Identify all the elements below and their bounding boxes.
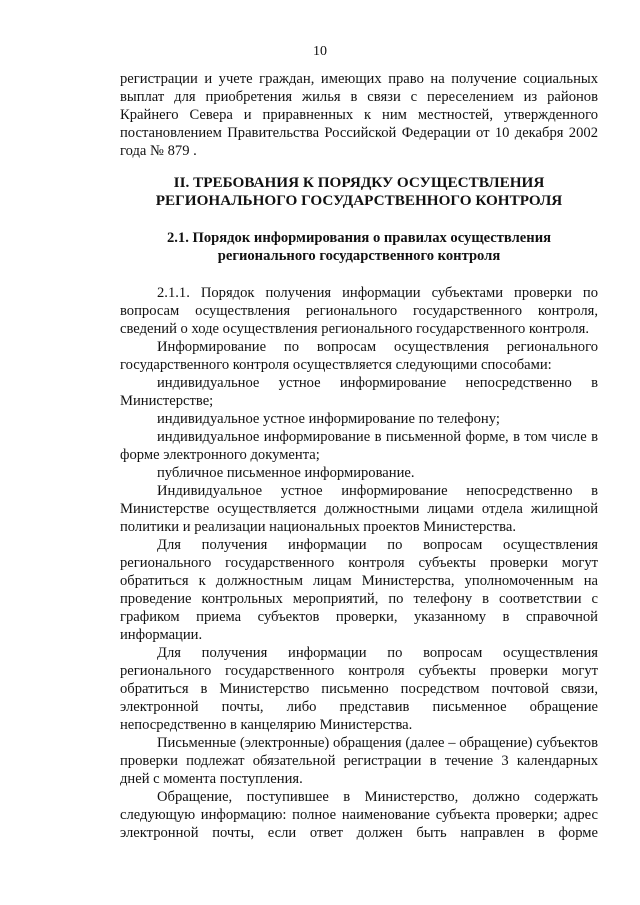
paragraph: Информирование по вопросам осуществления регионального государственного контроля осуществляется следующими способами: xyxy=(120,339,598,373)
section-title-line: II. ТРЕБОВАНИЯ К ПОРЯДКУ ОСУЩЕСТВЛЕНИЯ xyxy=(173,174,545,191)
paragraph: Для получения информации по вопросам осуществления регионального государственного контроля субъекты проверки могут обратиться к должностным лицам Министерства, уполномоченным на проведение контрольных мероприятий, по телефону в соответствии с графиком приема субъектов проверки, указанному в справочной информации. xyxy=(120,537,598,643)
list-item: индивидуальное устное информирование непосредственно в Министерстве; xyxy=(120,375,598,409)
page-number: 10 xyxy=(313,44,327,59)
paragraph: 2.1.1. Порядок получения информации субъектами проверки по вопросам осуществления регионального государственного контроля, сведений о ходе осуществления регионального государственного контроля. xyxy=(120,285,598,337)
list-item: индивидуальное устное информирование по телефону; xyxy=(157,411,500,427)
subsection-title-line: регионального государственного контроля xyxy=(217,248,501,264)
subsection-title-line: 2.1. Порядок информирования о правилах осуществления xyxy=(166,230,552,246)
list-item: индивидуальное информирование в письменной форме, в том числе в форме электронного документа; xyxy=(120,429,598,463)
subsection-title xyxy=(120,229,598,265)
document-body xyxy=(120,70,598,842)
paragraph: Письменные (электронные) обращения (далее – обращение) субъектов проверки подлежат обязательной регистрации в течение 3 календарных дней с момента поступления. xyxy=(120,735,598,787)
paragraph: Индивидуальное устное информирование непосредственно в Министерстве осуществляется должностными лицами отдела жилищной политики и реализации национальных проектов Министерства. xyxy=(120,483,598,535)
section-title xyxy=(120,174,598,210)
intro-paragraph: регистрации и учете граждан, имеющих право на получение социальных выплат для приобретения жилья в связи с переселением из районов Крайнего Севера и приравненных к ним местностей, утвержденного постановлением Правительства Российской Федерации от 10 декабря 2002 года № 879 . xyxy=(120,71,598,159)
list-item: публичное письменное информирование. xyxy=(157,465,415,481)
paragraph: Обращение, поступившее в Министерство, должно содержать следующую информацию: полное наименование субъекта проверки; адрес электронной почты, если ответ должен быть направлен в форме xyxy=(120,789,598,841)
section-title-line: РЕГИОНАЛЬНОГО ГОСУДАРСТВЕННОГО КОНТРОЛЯ xyxy=(155,192,563,209)
paragraph: Для получения информации по вопросам осуществления регионального государственного контроля субъекты проверки могут обратиться в Министерство письменно посредством почтовой связи, электронной почты, либо представив письменное обращение непосредственно в канцелярию Министерства. xyxy=(120,645,598,733)
